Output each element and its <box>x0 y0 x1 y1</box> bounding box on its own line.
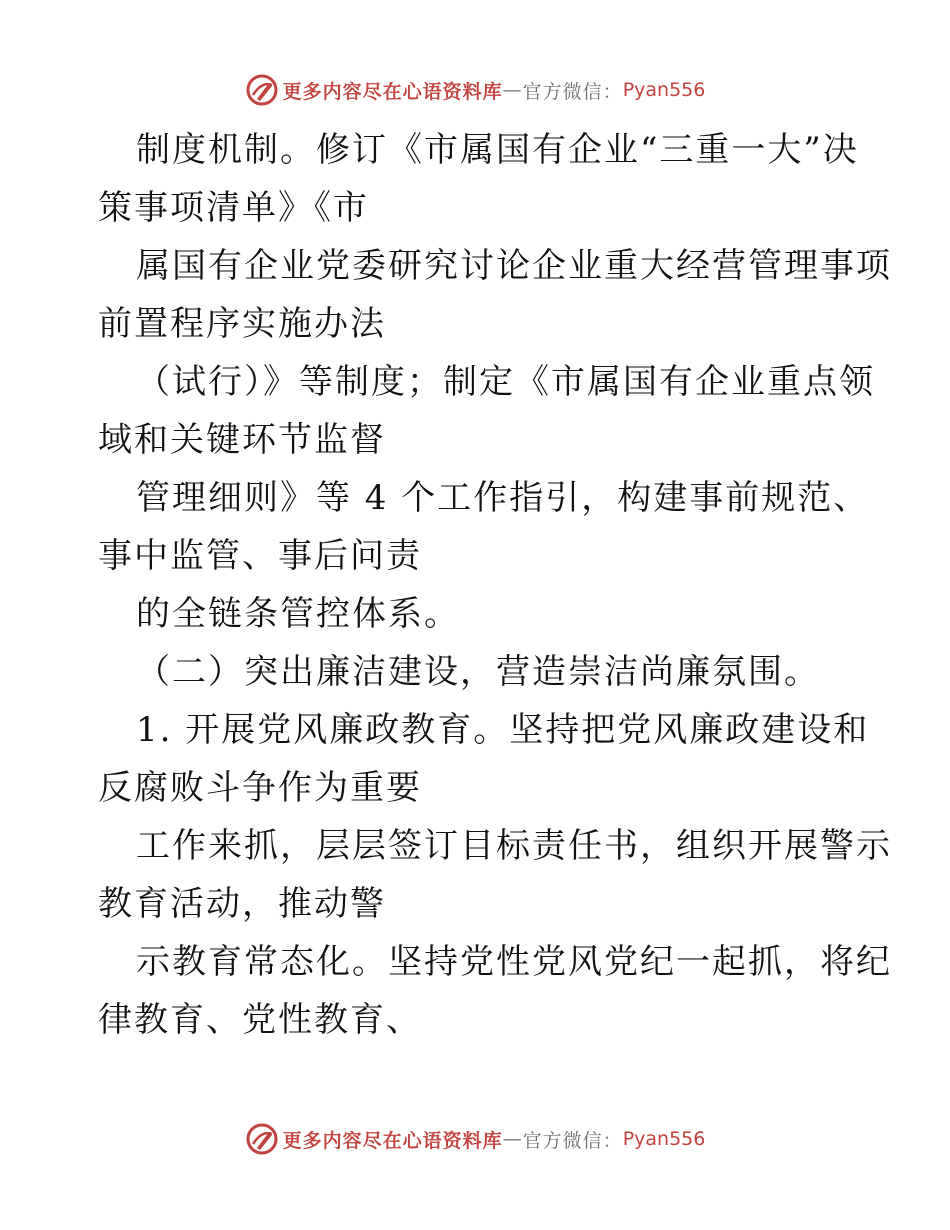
text-line: （试行）》等制度；制定《市属国有企业重点领 <box>136 362 875 402</box>
document-body <box>98 121 892 1049</box>
watermark-text: 更多内容尽在心语资料库 <box>282 1129 503 1152</box>
section-heading: （二）突出廉洁建设，营造崇洁尚廉氛围。 <box>136 652 820 692</box>
watermark-account: Pyan556 <box>622 79 706 101</box>
footer-watermark <box>0 1119 950 1159</box>
pen-logo-icon <box>245 1122 279 1156</box>
watermark-dash: — <box>502 79 523 101</box>
text-line: 1. 开展党风廉政教育。坚持把党风廉政建设和 <box>136 710 870 750</box>
text-line: 律教育、党性教育、 <box>98 1000 422 1040</box>
text-line: 策事项清单》《市 <box>98 188 369 228</box>
text-line: 域和关键环节监督 <box>98 420 386 460</box>
watermark-dash: — <box>502 1128 523 1150</box>
watermark-wechat-label: 官方微信： <box>522 1129 623 1152</box>
watermark-account: Pyan556 <box>622 1128 706 1150</box>
text-line: 属国有企业党委研究讨论企业重大经营管理事项 <box>136 246 892 286</box>
header-watermark <box>0 70 950 110</box>
text-line: 的全链条管控体系。 <box>136 594 460 634</box>
watermark-text: 更多内容尽在心语资料库 <box>282 80 503 103</box>
text-line: 制度机制。修订《市属国有企业“三重一大”决 <box>136 130 859 170</box>
text-line: 示教育常态化。坚持党性党风党纪一起抓，将纪 <box>136 942 892 982</box>
pen-logo-icon <box>245 73 279 107</box>
text-line: 事中监管、事后问责 <box>98 536 422 576</box>
text-line: 教育活动，推动警 <box>98 884 386 924</box>
text-line: 前置程序实施办法 <box>98 304 386 344</box>
text-line: 工作来抓，层层签订目标责任书，组织开展警示 <box>136 826 892 866</box>
text-line: 反腐败斗争作为重要 <box>98 768 422 808</box>
watermark-wechat-label: 官方微信： <box>522 80 623 103</box>
text-line: 管理细则》等 4 个工作指引，构建事前规范、 <box>136 478 870 518</box>
